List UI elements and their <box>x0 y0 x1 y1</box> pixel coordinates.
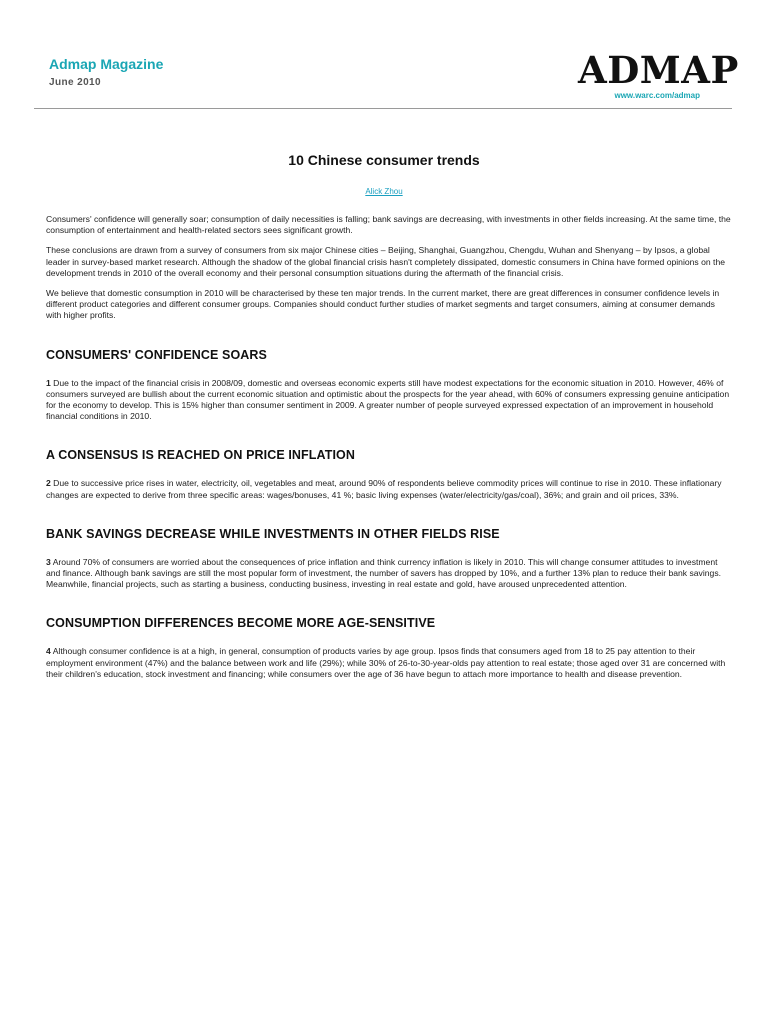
trend-text: Although consumer confidence is at a high, in general, consumption of products varies by age group. Ipsos finds that consumers aged from 18 to 25 pay attention to their employment environment (47%) and the balance between work and life (29%); while 30% of 26-to-30-year-olds pay attention to real estate; those aged over 31 are concerned with their children's education, stock investment and financing; while consumers over the age of 36 have begun to attach more importance to health and disease prevention. <box>46 646 726 679</box>
admap-logo: ADMAP <box>578 48 739 92</box>
section-heading: A CONSENSUS IS REACHED ON PRICE INFLATION <box>46 448 355 463</box>
trend-number: 2 <box>46 478 51 489</box>
header-divider <box>34 108 732 109</box>
trend-number: 3 <box>46 556 51 567</box>
trend-number: 1 <box>46 377 51 388</box>
section-paragraph <box>46 478 732 500</box>
section-paragraph <box>46 378 732 423</box>
article-title: 10 Chinese consumer trends <box>288 152 480 168</box>
intro-paragraph: These conclusions are drawn from a survey of consumers from six major Chinese cities – Beijing, Shanghai, Guangzhou, Chengdu, Wuhan and Shenyang – by Ipsos, a global leader in survey-based market research. Although the shadow of the global financial crisis hasn't completely dissipated, domestic consumers in China have formed opinions on the development trends in 2010 of the overall economy and their personal consumption situations during the aftermath of the financial crisis. <box>46 245 726 278</box>
article-body <box>46 214 732 689</box>
magazine-title: Admap Magazine <box>49 56 164 72</box>
section-heading: CONSUMERS' CONFIDENCE SOARS <box>46 347 267 362</box>
issue-date: June 2010 <box>49 77 101 88</box>
trend-text: Around 70% of consumers are worried about the consequences of price inflation and think currency inflation is likely in 2010. This will change consumer attitudes to investment and finance. Although bank savings are still the most popular form of investment, the number of savers has dropped by 10%, and a further 13% plan to reduce their bank savings. Meanwhile, financial projects, such as starting a business, conducting business, investing in real estate and gold, have aroused unprecedented attention. <box>46 556 722 590</box>
trend-number: 4 <box>46 646 51 657</box>
trend-text: Due to successive price rises in water, electricity, oil, vegetables and meat, around 90% of respondents believe commodity prices will continue to rise in 2010. These inflationary changes are expected to derive from three specific areas: wages/bonuses, 41 %; basic living expenses (water/electricity/gas/coal), 36%; and grain and oil prices, 33%. <box>46 478 722 500</box>
section-paragraph <box>46 557 732 591</box>
author-link[interactable]: Alick Zhou <box>365 187 403 196</box>
intro-paragraph: Consumers' confidence will generally soar; consumption of daily necessities is falling; bank savings are decreasing, with investments in other fields increasing. At the same time, the consumption of entertainment and health-related sectors sees significant growth. <box>46 214 731 236</box>
intro-paragraph: We believe that domestic consumption in 2010 will be characterised by these ten major trends. In the current market, there are great differences in consumer confidence levels in different product categories and different consumer groups. Companies should conduct further studies of market segments and target consumers, aiming at consumer demands with higher profits. <box>46 288 720 321</box>
section-heading: BANK SAVINGS DECREASE WHILE INVESTMENTS IN OTHER FIELDS RISE <box>46 526 500 541</box>
trend-text: Due to the impact of the financial crisis in 2008/09, domestic and overseas economic experts still have modest expectations for the economic situation in 2010. However, 46% of consumers surveyed are bullish about the current economic situation and optimistic about the prospects for the year ahead, with 60% of consumers expressing genuine anticipation for the economy to develop. This is 15% higher than consumer sentiment in 2009. A greater number of people surveyed expressed expectation of an improvement in household financial conditions in 2010. <box>46 377 730 422</box>
section-heading: CONSUMPTION DIFFERENCES BECOME MORE AGE-SENSITIVE <box>46 616 436 631</box>
logo-url-link[interactable]: www.warc.com/admap <box>614 91 700 100</box>
section-paragraph <box>46 646 732 680</box>
